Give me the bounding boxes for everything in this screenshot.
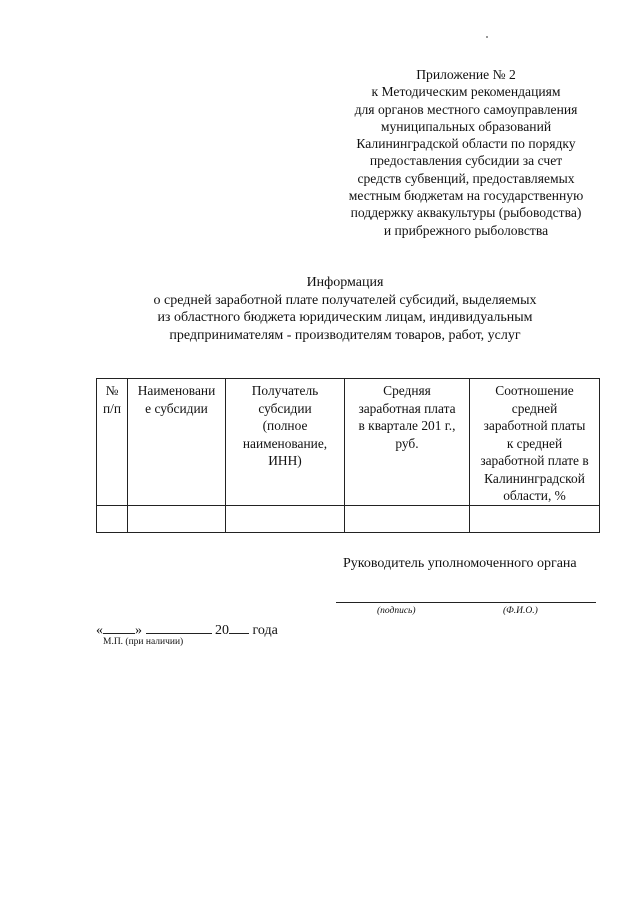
column-header-average-salary: Средняя заработная плата в квартале 201 г., руб. xyxy=(345,379,470,506)
year-blank xyxy=(229,620,249,634)
appendix-line: Калининградской области по порядку xyxy=(356,136,576,152)
table-header-row xyxy=(97,379,600,506)
column-header-subsidy-name: Наименовани е субсидии xyxy=(128,379,226,506)
signature-caption: (подпись) xyxy=(377,606,416,616)
scan-speck xyxy=(486,36,488,38)
open-quote: « xyxy=(96,623,103,638)
month-blank xyxy=(146,620,212,634)
signer-title: Руководитель уполномоченного органа xyxy=(343,556,577,571)
appendix-line: муниципальных образований xyxy=(380,118,552,134)
column-header-salary-ratio: Соотношение средней заработной платы к средней заработной плате в Калининградской области, % xyxy=(470,379,600,506)
appendix-line: Приложение № 2 xyxy=(416,67,516,82)
info-subtitle-line: о средней заработной плате получателей субсидий, выделяемых xyxy=(153,292,537,308)
info-heading-block xyxy=(0,274,640,344)
stamp-note: М.П. (при наличии) xyxy=(103,637,184,647)
appendix-line: местным бюджетам на государственную xyxy=(348,188,584,204)
info-title: Информация xyxy=(306,275,384,290)
appendix-line: предоставления субсидии за счет xyxy=(369,153,563,169)
table-cell xyxy=(470,505,600,532)
appendix-line: и прибрежного рыболовства xyxy=(383,222,549,238)
appendix-line: к Методическим рекомендациям xyxy=(371,84,561,100)
name-caption: (Ф.И.О.) xyxy=(503,606,538,616)
table-cell xyxy=(128,505,226,532)
signature-line xyxy=(336,602,596,603)
table-cell xyxy=(345,505,470,532)
subsidy-salary-table xyxy=(96,378,600,533)
column-header-number: № п/п xyxy=(97,379,128,506)
appendix-block xyxy=(330,66,602,239)
year-prefix: 20 xyxy=(215,623,229,638)
table-cell xyxy=(226,505,345,532)
day-blank xyxy=(103,620,135,634)
appendix-line: для органов местного самоуправления xyxy=(354,101,578,117)
column-header-recipient: Получатель субсидии (полное наименование, ИНН) xyxy=(226,379,345,506)
appendix-line: средств субвенций, предоставляемых xyxy=(357,170,575,186)
table-cell xyxy=(97,505,128,532)
year-suffix: года xyxy=(252,623,278,638)
table-row xyxy=(97,505,600,532)
info-subtitle-line: из областного бюджета юридическим лицам, индивидуальным xyxy=(157,310,533,325)
appendix-line: поддержку аквакультуры (рыбоводства) xyxy=(350,205,582,221)
info-subtitle-line: предпринимателям - производителям товаров, работ, услуг xyxy=(169,327,521,343)
close-quote: » xyxy=(135,623,142,638)
